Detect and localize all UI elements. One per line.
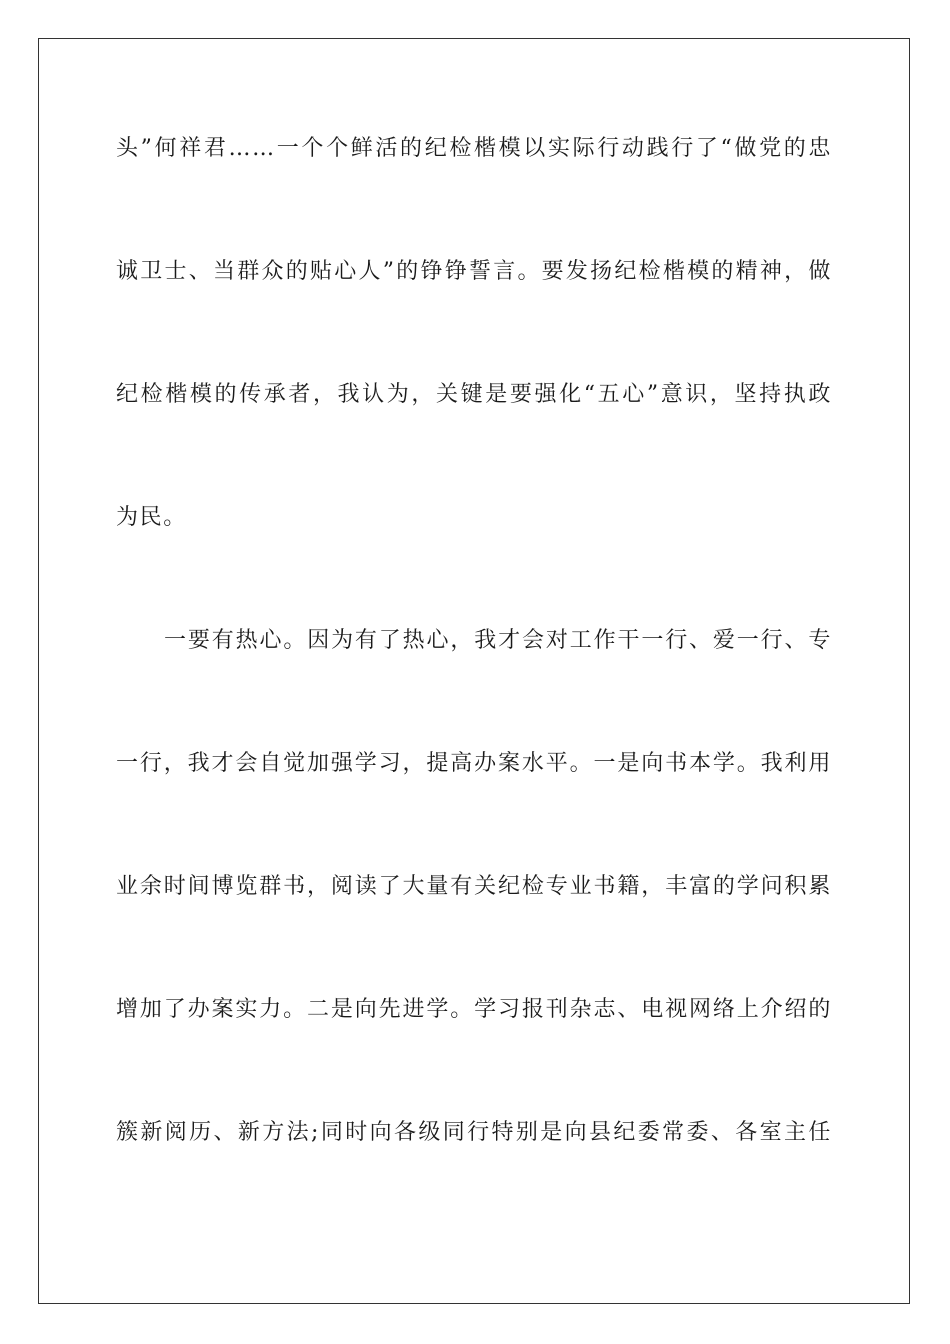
- text-line-3: 纪检楷模的传承者，我认为，关键是要强化“五心”意识，坚持执政: [116, 382, 832, 407]
- text-line-9: 簇新阅历、新方法;同时向各级同行特别是向县纪委常委、各室主任: [116, 1120, 832, 1145]
- text-line-2: 诚卫士、当群众的贴心人”的铮铮誓言。要发扬纪检楷模的精神，做: [116, 259, 832, 284]
- paragraph-2-first-line: 一要有热心。因为有了热心，我才会对工作干一行、爱一行、专: [164, 628, 832, 653]
- text-line-6: 一行，我才会自觉加强学习，提高办案水平。一是向书本学。我利用: [116, 751, 832, 776]
- text-line-7: 业余时间博览群书，阅读了大量有关纪检专业书籍，丰富的学问积累: [116, 874, 832, 899]
- document-body: [116, 128, 832, 1235]
- text-line-4: 为民。: [116, 505, 187, 530]
- text-line-8: 增加了办案实力。二是向先进学。学习报刊杂志、电视网络上介绍的: [116, 997, 832, 1022]
- text-line-1: 头”何祥君……一个个鲜活的纪检楷模以实际行动践行了“做党的忠: [116, 136, 832, 161]
